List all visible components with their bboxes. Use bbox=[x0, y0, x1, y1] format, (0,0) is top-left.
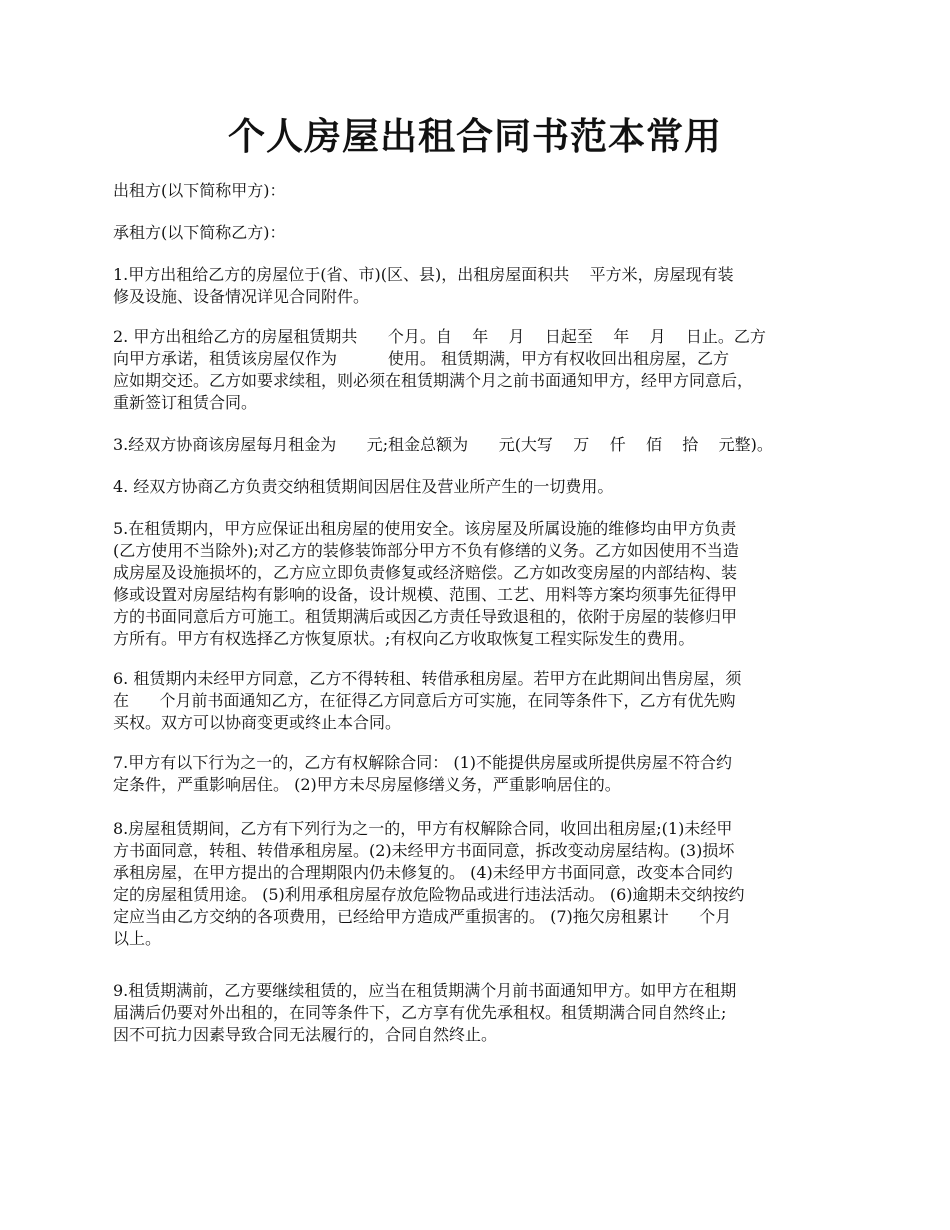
paragraph-clause-2 bbox=[113, 326, 850, 414]
paragraph-clause-5 bbox=[113, 518, 850, 650]
paragraph-line: 方的书面同意后方可施工。租赁期满后或因乙方责任导致退租的，依附于房屋的装修归甲 bbox=[113, 607, 738, 626]
paragraph-line: 9.租赁期满前，乙方要继续租赁的，应当在租赁期满个月前书面通知甲方。如甲方在租期 bbox=[113, 981, 737, 1000]
paragraph-clause-7 bbox=[113, 752, 850, 796]
paragraph-line: 成房屋及设施损坏的，乙方应立即负责修复或经济赔偿。乙方如改变房屋的内部结构、装 bbox=[113, 563, 738, 582]
paragraph-line: 届满后仍要对外出租的，在同等条件下，乙方享有优先承租权。租赁期满合同自然终止; bbox=[113, 1003, 727, 1022]
paragraph-line: 以上。 bbox=[113, 929, 162, 948]
paragraph-line: 修及设施、设备情况详见合同附件。 bbox=[113, 287, 370, 306]
paragraph-clause-1 bbox=[113, 264, 850, 308]
paragraph-line: 买权。双方可以协商变更或终止本合同。 bbox=[113, 713, 402, 732]
paragraph-clause-4 bbox=[113, 476, 850, 498]
paragraph-clause-6 bbox=[113, 668, 850, 734]
paragraph-lessor-line bbox=[113, 180, 850, 202]
document-title: 个人房屋出租合同书范本常用 bbox=[228, 114, 722, 158]
paragraph-line: 修或设置对房屋结构有影响的设备，设计规模、范围、工艺、用料等方案均须事先征得甲 bbox=[113, 585, 738, 604]
paragraph-line: 向甲方承诺，租赁该房屋仅作为 使用。 租赁期满，甲方有权收回出租房屋，乙方 bbox=[113, 349, 729, 368]
paragraph-line: 定的房屋租赁用途。 (5)利用承租房屋存放危险物品或进行违法活动。 (6)逾期未交纳按约 bbox=[113, 885, 745, 904]
paragraph-line: 应如期交还。乙方如要求续租，则必须在租赁期满个月之前书面通知甲方，经甲方同意后， bbox=[113, 371, 754, 390]
paragraph-line: 2. 甲方出租给乙方的房屋租赁期共 个月。自 年 月 日起至 年 月 日止。乙方 bbox=[113, 327, 766, 346]
paragraph-line: 4. 经双方协商乙方负责交纳租赁期间因居住及营业所产生的一切费用。 bbox=[113, 477, 614, 496]
paragraph-line: 出租方(以下简称甲方)： bbox=[113, 181, 286, 200]
paragraph-line: 因不可抗力因素导致合同无法履行的，合同自然终止。 bbox=[113, 1025, 498, 1044]
paragraph-clause-3 bbox=[113, 434, 850, 456]
paragraph-line: 定应当由乙方交纳的各项费用，已经给甲方造成严重损害的。 (7)拖欠房租累计 个月 bbox=[113, 907, 732, 926]
paragraph-line: 承租房屋，在甲方提出的合理期限内仍未修复的。 (4)未经甲方书面同意，改变本合同约 bbox=[113, 863, 733, 882]
paragraph-line: 在 个月前书面通知乙方，在征得乙方同意后方可实施，在同等条件下，乙方有优先购 bbox=[113, 691, 736, 710]
paragraph-lessee-line bbox=[113, 222, 850, 244]
paragraph-line: 重新签订租赁合同。 bbox=[113, 393, 258, 412]
paragraph-line: 5.在租赁期内，甲方应保证出租房屋的使用安全。该房屋及所属设施的维修均由甲方负责 bbox=[113, 519, 737, 538]
paragraph-line: 承租方(以下简称乙方)： bbox=[113, 223, 286, 242]
paragraph-line: 7.甲方有以下行为之一的，乙方有权解除合同： (1)不能提供房屋或所提供房屋不符合约 bbox=[113, 753, 733, 772]
paragraph-clause-8 bbox=[113, 818, 850, 950]
paragraph-clause-9 bbox=[113, 980, 850, 1046]
paragraph-line: 方所有。甲方有权选择乙方恢复原状。;有权向乙方收取恢复工程实际发生的费用。 bbox=[113, 629, 695, 648]
paragraph-line: 定条件，严重影响居住。 (2)甲方未尽房屋修缮义务，严重影响居住的。 bbox=[113, 775, 621, 794]
paragraph-line: 1.甲方出租给乙方的房屋位于(省、市)(区、县)，出租房屋面积共 平方米，房屋现有装 bbox=[113, 265, 734, 284]
paragraph-line: (乙方使用不当除外);对乙方的装修装饰部分甲方不负有修缮的义务。乙方如因使用不当造 bbox=[113, 541, 739, 560]
paragraph-line: 方书面同意，转租、转借承租房屋。(2)未经甲方书面同意，拆改变动房屋结构。(3)损坏 bbox=[113, 841, 735, 860]
paragraph-line: 3.经双方协商该房屋每月租金为 元;租金总额为 元(大写 万 仟 佰 拾 元整)。 bbox=[113, 435, 773, 454]
paragraph-line: 8.房屋租赁期间，乙方有下列行为之一的，甲方有权解除合同，收回出租房屋;(1)未经甲 bbox=[113, 819, 733, 838]
paragraph-line: 6. 租赁期内未经甲方同意，乙方不得转租、转借承租房屋。若甲方在此期间出售房屋，须 bbox=[113, 669, 742, 688]
